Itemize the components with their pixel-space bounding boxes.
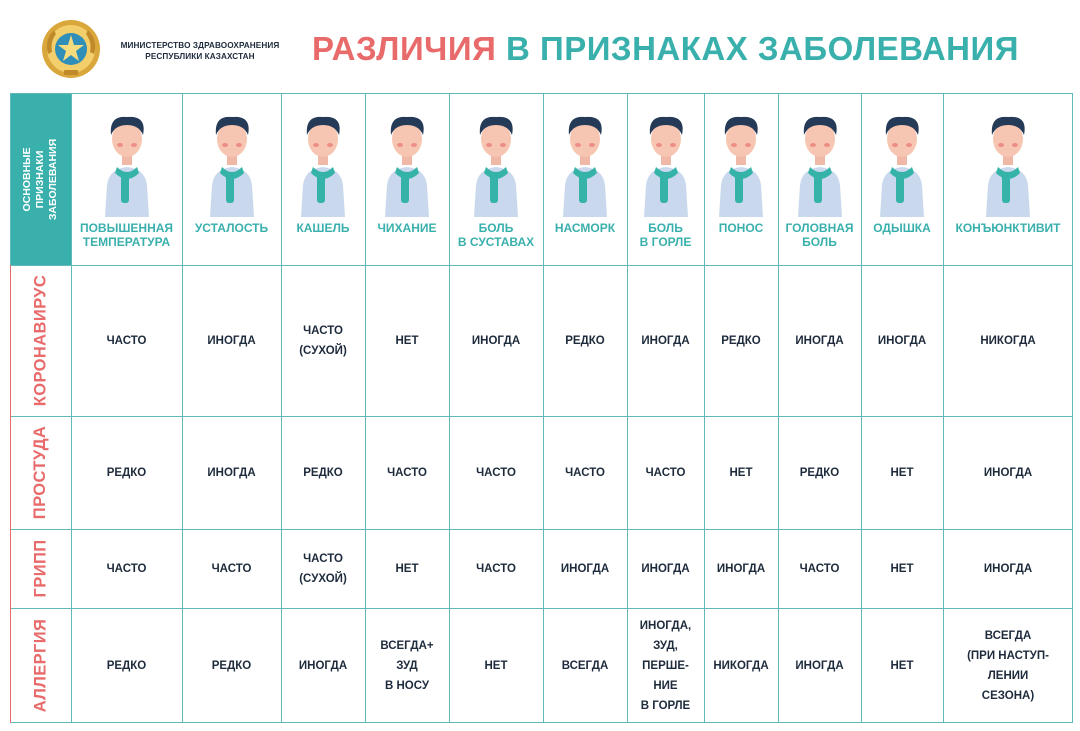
table-cell: ВСЕГДА+ ЗУД В НОСУ [380,639,434,692]
headache-icon [786,107,854,217]
row-header-3 [10,608,71,723]
symptom-header [281,107,365,235]
grid-vline [182,93,183,723]
grid-hline [10,93,1073,94]
grid-hline [10,416,1073,417]
title-part-differences: РАЗЛИЧИЯ [312,30,497,67]
table-cell: РЕДКО [211,659,252,672]
symptom-label: НАСМОРК [554,221,616,235]
disease-column-border [10,265,11,723]
symptom-label: ГОЛОВНАЯ БОЛЬ [785,221,854,249]
table-cell: ВСЕГДА [561,659,609,672]
table-cell: ИНОГДА, ЗУД, ПЕРШЕ- НИЕ В ГОРЛЕ [639,619,692,712]
table-cell: ИНОГДА [795,659,844,672]
grid-vline [1072,93,1073,723]
symptom-header [627,107,704,249]
table-cell: НЕТ [484,659,508,672]
symptom-header [543,107,627,235]
table-cell: ИНОГДА [207,466,256,479]
table-cell: НИКОГДА [713,659,769,672]
symptom-label: БОЛЬ В СУСТАВАХ [457,221,535,249]
table-cell: НЕТ [395,334,419,347]
symptom-header [943,107,1073,235]
grid-hline [10,265,1073,266]
table-cell: ЧАСТО [799,562,840,575]
fatigue-icon [198,107,266,217]
table-cell: ЧАСТО [106,562,147,575]
table-cell: ИНОГДА [207,334,256,347]
symptom-label: УСТАЛОСТЬ [194,221,269,235]
table-cell: РЕДКО [303,466,343,479]
disease-label: КОРОНАВИРУС [31,274,50,407]
corner-header-label: ОСНОВНЫЕ ПРИЗНАКИ ЗАБОЛЕВАНИЯ [21,138,59,220]
runny-nose-icon [551,107,619,217]
grid-vline [861,93,862,723]
grid-vline [543,93,544,723]
table-cell: ЧАСТО [106,334,147,347]
symptom-header [778,107,861,249]
table-cell: ЧАСТО [211,562,252,575]
table-cell: ИНОГДА [471,334,521,347]
table-cell: ИНОГДА [983,562,1033,575]
ministry-name: МИНИСТЕРСТВО ЗДРАВООХРАНЕНИЯ РЕСПУБЛИКИ КАЗАХСТАН [120,41,280,61]
table-cell: ЧАСТО [645,466,686,479]
title-part-symptoms: В ПРИЗНАКАХ ЗАБОЛЕВАНИЯ [505,30,1019,67]
table-cell: НИКОГДА [980,334,1036,347]
grid-hline [10,722,1073,723]
page-title [312,30,1019,68]
table-cell: ИНОГДА [877,334,927,347]
table-cell: НЕТ [890,562,914,575]
table-cell: НЕТ [729,466,753,479]
row-header-2 [10,529,71,608]
disease-label: АЛЛЕРГИЯ [31,618,49,713]
symptom-header [861,107,943,235]
table-cell: ЧАСТО (СУХОЙ) [299,324,347,357]
table-cell: ИНОГДА [795,334,844,347]
grid-vline [449,93,450,723]
symptom-label: КАШЕЛЬ [296,221,350,235]
symptom-label: КОНЪЮНКТИВИТ [955,221,1061,235]
table-cell: ЧАСТО [476,466,516,479]
conjunctivitis-icon [974,107,1042,217]
table-cell: ЧАСТО [565,466,605,479]
thermometer-icon [93,107,161,217]
symptom-header [365,107,449,235]
row-header-0 [10,265,71,416]
cough-icon [289,107,357,217]
table-cell: ИНОГДА [298,659,348,672]
joint-pain-icon [462,107,530,217]
symptom-label: ПОНОС [718,221,764,235]
table-cell: РЕДКО [106,466,147,479]
table-cell: РЕДКО [106,659,147,672]
grid-hline [10,608,1073,609]
grid-vline [943,93,944,723]
table-cell: ИНОГДА [560,562,610,575]
table-cell: НЕТ [890,466,914,479]
symptom-label: БОЛЬ В ГОРЛЕ [639,221,692,249]
symptoms-table [10,93,1073,723]
table-cell: РЕДКО [799,466,840,479]
table-cell: ЧАСТО [387,466,427,479]
row-header-1 [10,416,71,529]
shortness-of-breath-icon [868,107,936,217]
table-cell: РЕДКО [565,334,605,347]
table-cell: ЧАСТО [476,562,516,575]
symptom-header [71,107,182,249]
disease-label: ПРОСТУДА [31,425,49,520]
symptom-label: ПОВЫШЕННАЯ ТЕМПЕРАТУРА [79,221,174,249]
table-cell: НЕТ [890,659,914,672]
table-cell: НЕТ [395,562,419,575]
symptom-label: ЧИХАНИЕ [377,221,437,235]
table-cell: ИНОГДА [983,466,1033,479]
grid-vline [365,93,366,723]
kazakhstan-emblem-icon [40,18,102,80]
table-cell: ИНОГДА [716,562,766,575]
sore-throat-icon [632,107,700,217]
table-cell: ВСЕГДА (ПРИ НАСТУП- ЛЕНИИ СЕЗОНА) [967,629,1049,702]
symptom-header [449,107,543,249]
sneeze-icon [373,107,441,217]
table-cell: РЕДКО [721,334,761,347]
grid-hline [10,529,1073,530]
table-cell: ЧАСТО (СУХОЙ) [299,552,347,585]
table-cell: ИНОГДА [641,562,690,575]
symptom-header [704,107,778,235]
grid-vline [778,93,779,723]
diarrhea-icon [707,107,775,217]
corner-header [10,93,71,265]
table-cell: ИНОГДА [641,334,690,347]
page-header [0,0,1080,92]
grid-vline [281,93,282,723]
grid-vline [627,93,628,723]
grid-vline [71,93,72,723]
disease-label: ГРИПП [31,539,49,598]
symptom-label: ОДЫШКА [873,221,931,235]
grid-vline [704,93,705,723]
symptom-header [182,107,281,235]
